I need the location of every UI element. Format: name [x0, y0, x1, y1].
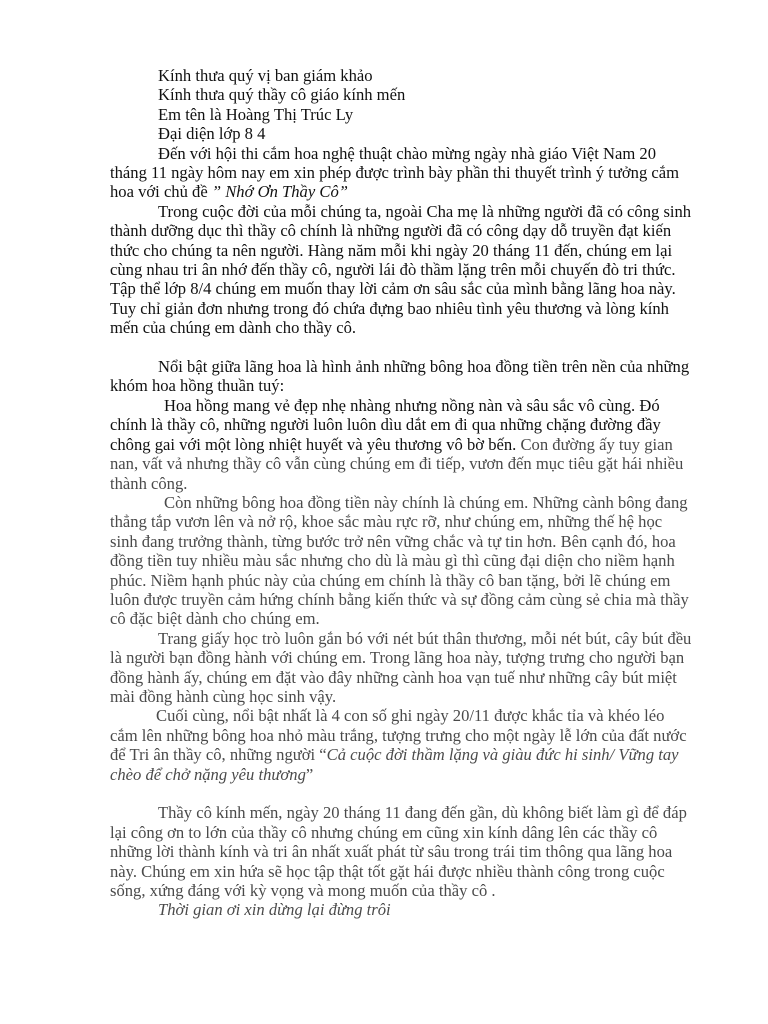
paragraph-6	[110, 706, 692, 784]
paragraph-3	[110, 396, 692, 493]
greeting-line-4: Đại diện lớp 8 4	[158, 124, 266, 144]
paragraph-3-main: Hoa hồng mang vẻ đẹp nhẹ nhàng nhưng nồng nàn và sâu sắc vô cùng. Đó chính là thầy cô, những người luôn luôn dìu dắt em đi qua những chặng đường đầy chông gai với một lòng nhiệt huyết và yêu thương vô bờ bến.	[110, 395, 661, 454]
paragraph-3-tail: Con đường ấy tuy gian nan, vất vả nhưng thầy cô vẫn cùng chúng em đi tiếp, vươn đến mục tiêu gặt hái nhiều thành công.	[110, 434, 684, 493]
greeting-line-2: Kính thưa quý thầy cô giáo kính mến	[158, 85, 406, 105]
closing-line	[110, 900, 692, 919]
intro-text: Đến với hội thi cắm hoa nghệ thuật chào mừng ngày nhà giáo Việt Nam 20 tháng 11 ngày hôm nay em xin phép được trình bày phần thi thuyết trình ý tưởng cắm hoa với chủ đề	[110, 143, 680, 202]
paragraph-1: Trong cuộc đời của mỗi chúng ta, ngoài Cha mẹ là những người đã có công sinh thành dưỡng dục thì thầy cô chính là những người đã có công dạy dỗ truyền đạt kiến thức cho chúng ta nên người. Hàng năm mỗi khi ngày 20 tháng 11 đến, chúng em lại cùng nhau tri ân nhớ đến thầy cô, người lái đò thầm lặng trên mỗi chuyến đò tri thức. Tập thể lớp 8/4 chúng em muốn thay lời cảm ơn sâu sắc của mình bằng lãng hoa này. Tuy chỉ giản đơn nhưng trong đó chứa đựng bao nhiêu tình yêu thương và lòng kính mến của chúng em dành cho thầy cô.	[110, 201, 692, 338]
intro-paragraph	[110, 144, 692, 202]
paragraph-4: Còn những bông hoa đồng tiền này chính là chúng em. Những cành bông đang thẳng tắp vươn lên và nở rộ, khoe sắc màu rực rỡ, như chúng em, những thế hệ học sinh đang trưởng thành, từng bước trở nên vững chắc và tự tin hơn. Bên cạnh đó, hoa đồng tiền tuy nhiều màu sắc nhưng cho dù là màu gì thì cũng đại diện cho niềm hạnh phúc. Niềm hạnh phúc này của chúng em chính là thầy cô ban tặng, bởi lẽ chúng em luôn được truyền cảm hứng chính bằng kiến thức và sự đồng cảm cùng sẻ chia mà thầy cô đặc biệt dành cho chúng em.	[110, 492, 689, 629]
greeting-line-1: Kính thưa quý vị ban giám khảo	[158, 66, 373, 85]
intro-theme: ” Nhớ Ơn Thầy Cô”	[211, 182, 348, 202]
paragraph-2: Nổi bật giữa lãng hoa là hình ảnh những bông hoa đồng tiền trên nền của những khóm hoa hồng thuần tuý:	[110, 357, 690, 396]
paragraph-7: Thầy cô kính mến, ngày 20 tháng 11 đang đến gần, dù không biết làm gì để đáp lại công ơn to lớn của thầy cô nhưng chúng em cũng xin kính dâng lên các thầy cô những lời thành kính và tri ân nhất xuất phát từ sâu trong trái tim thông qua lãng hoa này. Chúng em xin hứa sẽ học tập thật tốt gặt hái được nhiều thành công trong cuộc sống, xứng đáng với kỳ vọng và mong muốn của thầy cô .	[110, 803, 687, 901]
paragraph-6-end: ”	[305, 764, 314, 784]
closing-line-text: Thời gian ơi xin dừng lại đừng trôi	[158, 900, 391, 920]
paragraph-6-quote: Cả cuộc đời thầm lặng và giàu đức hi sinh/ Vững tay chèo để chở nặng yêu thương	[110, 745, 679, 784]
speech-text	[110, 66, 692, 920]
paragraph-5: Trang giấy học trò luôn gắn bó với nét bút thân thương, mỗi nét bút, cây bút đều là người bạn đồng hành với chúng em. Trong lãng hoa này, tượng trưng cho người bạn đồng hành ấy, chúng em đặt vào đây những cành hoa vạn tuế như những cây bút miệt mài đồng hành cùng học sinh vậy.	[110, 628, 692, 706]
paragraph-6-text: Cuối cùng, nổi bật nhất là 4 con số ghi ngày 20/11 được khắc tỉa và khéo léo cắm lên những bông hoa nhỏ màu trắng, tượng trưng cho một ngày lễ lớn của đất nước để Tri ân thầy cô, những người “	[110, 706, 687, 765]
greeting-line-3: Em tên là Hoàng Thị Trúc Ly	[158, 104, 354, 124]
